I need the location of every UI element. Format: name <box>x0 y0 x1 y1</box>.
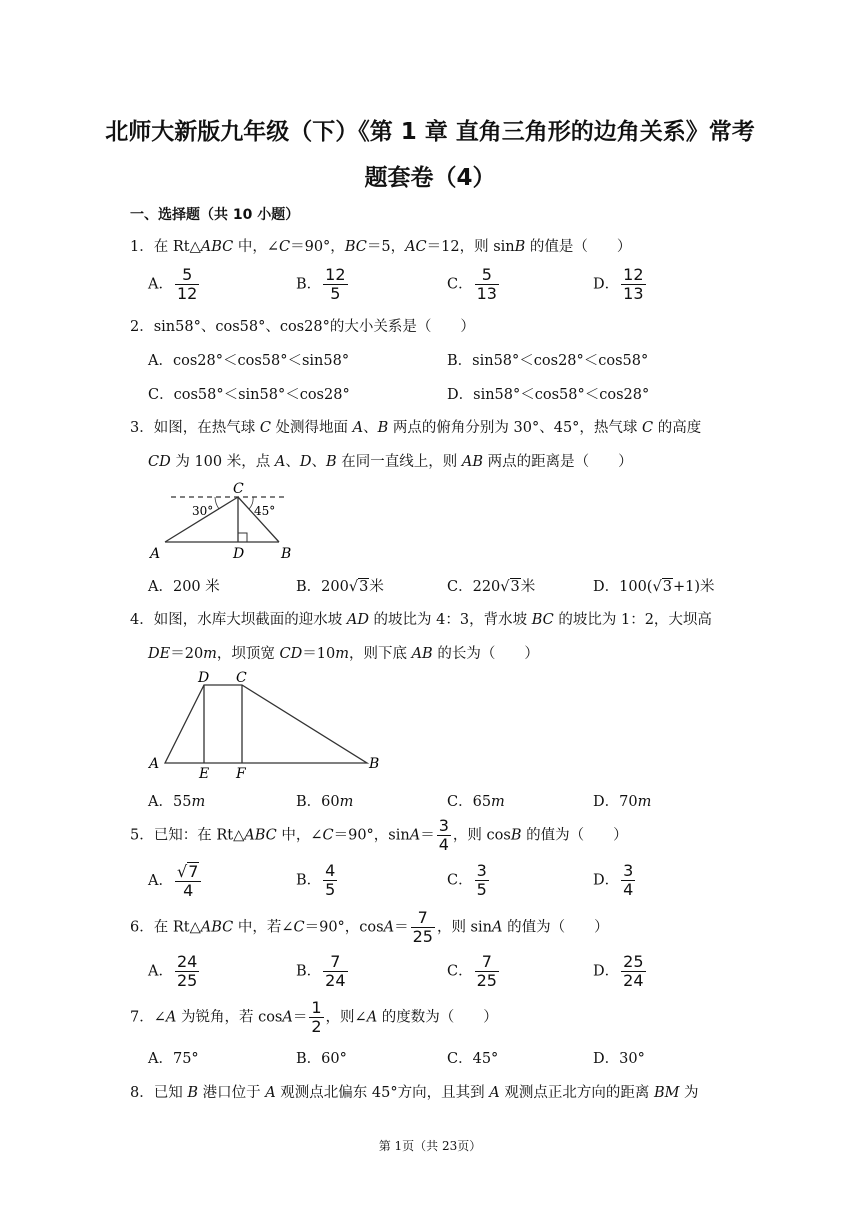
question-7-stem: 7．∠A 为锐角，若 cosA＝ $\frac{1}{2}$ ，则∠A 的度数为（ ） <box>130 998 498 1036</box>
question-7-option-b[interactable]: B．60° <box>296 1051 347 1067</box>
question-4-option-c[interactable]: C．65m <box>447 794 505 810</box>
question-7-option-a[interactable]: A．75° <box>148 1051 199 1067</box>
question-4-option-d[interactable]: D．70m <box>593 794 652 810</box>
question-2-option-d[interactable]: D．sin58°＜cos58°＜cos28° <box>447 387 650 403</box>
label-c: C <box>233 481 244 497</box>
page-footer: 第 1页（共 23页） <box>378 1139 482 1153</box>
question-6-option-b[interactable]: B． $\frac{7}{24}$ <box>296 952 346 990</box>
question-2-stem: 2．sin58°、cos58°、cos28°的大小关系是（ ） <box>130 319 475 335</box>
question-5-stem: 5．已知：在 Rt△ABC 中，∠C＝90°，sinA＝ $\frac{3}{4}$ ，则 cosB 的值为（ ） <box>130 816 628 854</box>
question-3-option-b[interactable]: B．200√3米 <box>296 579 384 595</box>
question-4-option-b[interactable]: B．60m <box>296 794 354 810</box>
angle-arc-45 <box>249 497 253 509</box>
label-b: B <box>281 546 292 562</box>
question-4-stem-line1: 4．如图，水库大坝截面的迎水坡 AD 的坡比为 4：3，背水坡 BC 的坡比为 1：2，大坝高 <box>130 612 712 628</box>
label-45-degree: 45° <box>254 504 276 518</box>
label-c: C <box>236 670 247 686</box>
question-2-option-c[interactable]: C．cos58°＜sin58°＜cos28° <box>148 387 350 403</box>
question-3-option-c[interactable]: C．220√3米 <box>447 579 536 595</box>
question-1-option-a[interactable]: A． $\frac{5}{12}$ <box>148 265 198 303</box>
question-4-figure <box>145 668 385 780</box>
question-6-option-c[interactable]: C． $\frac{7}{25}$ <box>447 952 497 990</box>
label-e: E <box>199 766 210 780</box>
question-5-option-c[interactable]: C． $\frac{3}{5}$ <box>447 861 487 899</box>
question-5-option-d[interactable]: D． $\frac{3}{4}$ <box>593 861 634 899</box>
question-6-stem: 6．在 Rt△ABC 中，若∠C＝90°，cosA＝ $\frac{7}{25}$ ，则 sinA 的值为（ ） <box>130 908 609 946</box>
angle-arc-30 <box>215 497 219 509</box>
question-8-stem: 8．已知 B 港口位于 A 观测点北偏东 45°方向，且其到 A 观测点正北方向的距离 BM 为 <box>130 1085 699 1101</box>
question-3-stem-line1: 3．如图，在热气球 C 处测得地面 A、B 两点的俯角分别为 30°、45°，热气球 C 的高度 <box>130 420 702 436</box>
label-a: A <box>150 546 161 562</box>
label-b: B <box>369 756 380 772</box>
dam-trapezoid <box>165 685 367 763</box>
question-2-option-b[interactable]: B．sin58°＜cos28°＜cos58° <box>447 353 649 369</box>
right-angle-marker <box>238 533 247 542</box>
question-6-option-d[interactable]: D． $\frac{25}{24}$ <box>593 952 644 990</box>
label-a: A <box>149 756 160 772</box>
question-3-figure <box>145 480 305 562</box>
section-header: 一、选择题（共 10 小题） <box>130 207 300 223</box>
question-1-option-c[interactable]: C． $\frac{5}{13}$ <box>447 265 497 303</box>
question-6-option-a[interactable]: A． $\frac{24}{25}$ <box>148 952 198 990</box>
question-1-option-b[interactable]: B． $\frac{12}{5}$ <box>296 265 346 303</box>
question-3-option-a[interactable]: A．200 米 <box>148 579 220 595</box>
label-30-degree: 30° <box>192 504 214 518</box>
question-4-stem-line2: DE＝20m，坝顶宽 CD＝10m，则下底 AB 的长为（ ） <box>148 646 539 662</box>
question-3-stem-line2: CD 为 100 米，点 A、D、B 在同一直线上，则 AB 两点的距离是（ ） <box>148 454 633 470</box>
question-4-option-a[interactable]: A．55m <box>148 794 206 810</box>
document-title-line1: 北师大新版九年级（下）《第 1 章 直角三角形的边角关系》常考 <box>105 119 755 145</box>
label-f: F <box>236 766 246 780</box>
label-d: D <box>198 670 210 686</box>
question-7-option-d[interactable]: D．30° <box>593 1051 645 1067</box>
document-title-line2: 题套卷（4） <box>364 165 496 191</box>
question-2-option-a[interactable]: A．cos28°＜cos58°＜sin58° <box>148 353 350 369</box>
question-5-option-b[interactable]: B． $\frac{4}{5}$ <box>296 861 336 899</box>
question-3-option-d[interactable]: D．100(√3+1)米 <box>593 579 715 595</box>
question-5-option-a[interactable]: A． $\frac{√7}{4}$ <box>148 862 203 900</box>
label-d: D <box>233 546 245 562</box>
question-7-option-c[interactable]: C．45° <box>447 1051 499 1067</box>
question-1-option-d[interactable]: D． $\frac{12}{13}$ <box>593 265 644 303</box>
question-1-stem: 1．在 Rt△ABC 中，∠C＝90°，BC＝5，AC＝12，则 sinB 的值是（ ） <box>130 239 632 255</box>
